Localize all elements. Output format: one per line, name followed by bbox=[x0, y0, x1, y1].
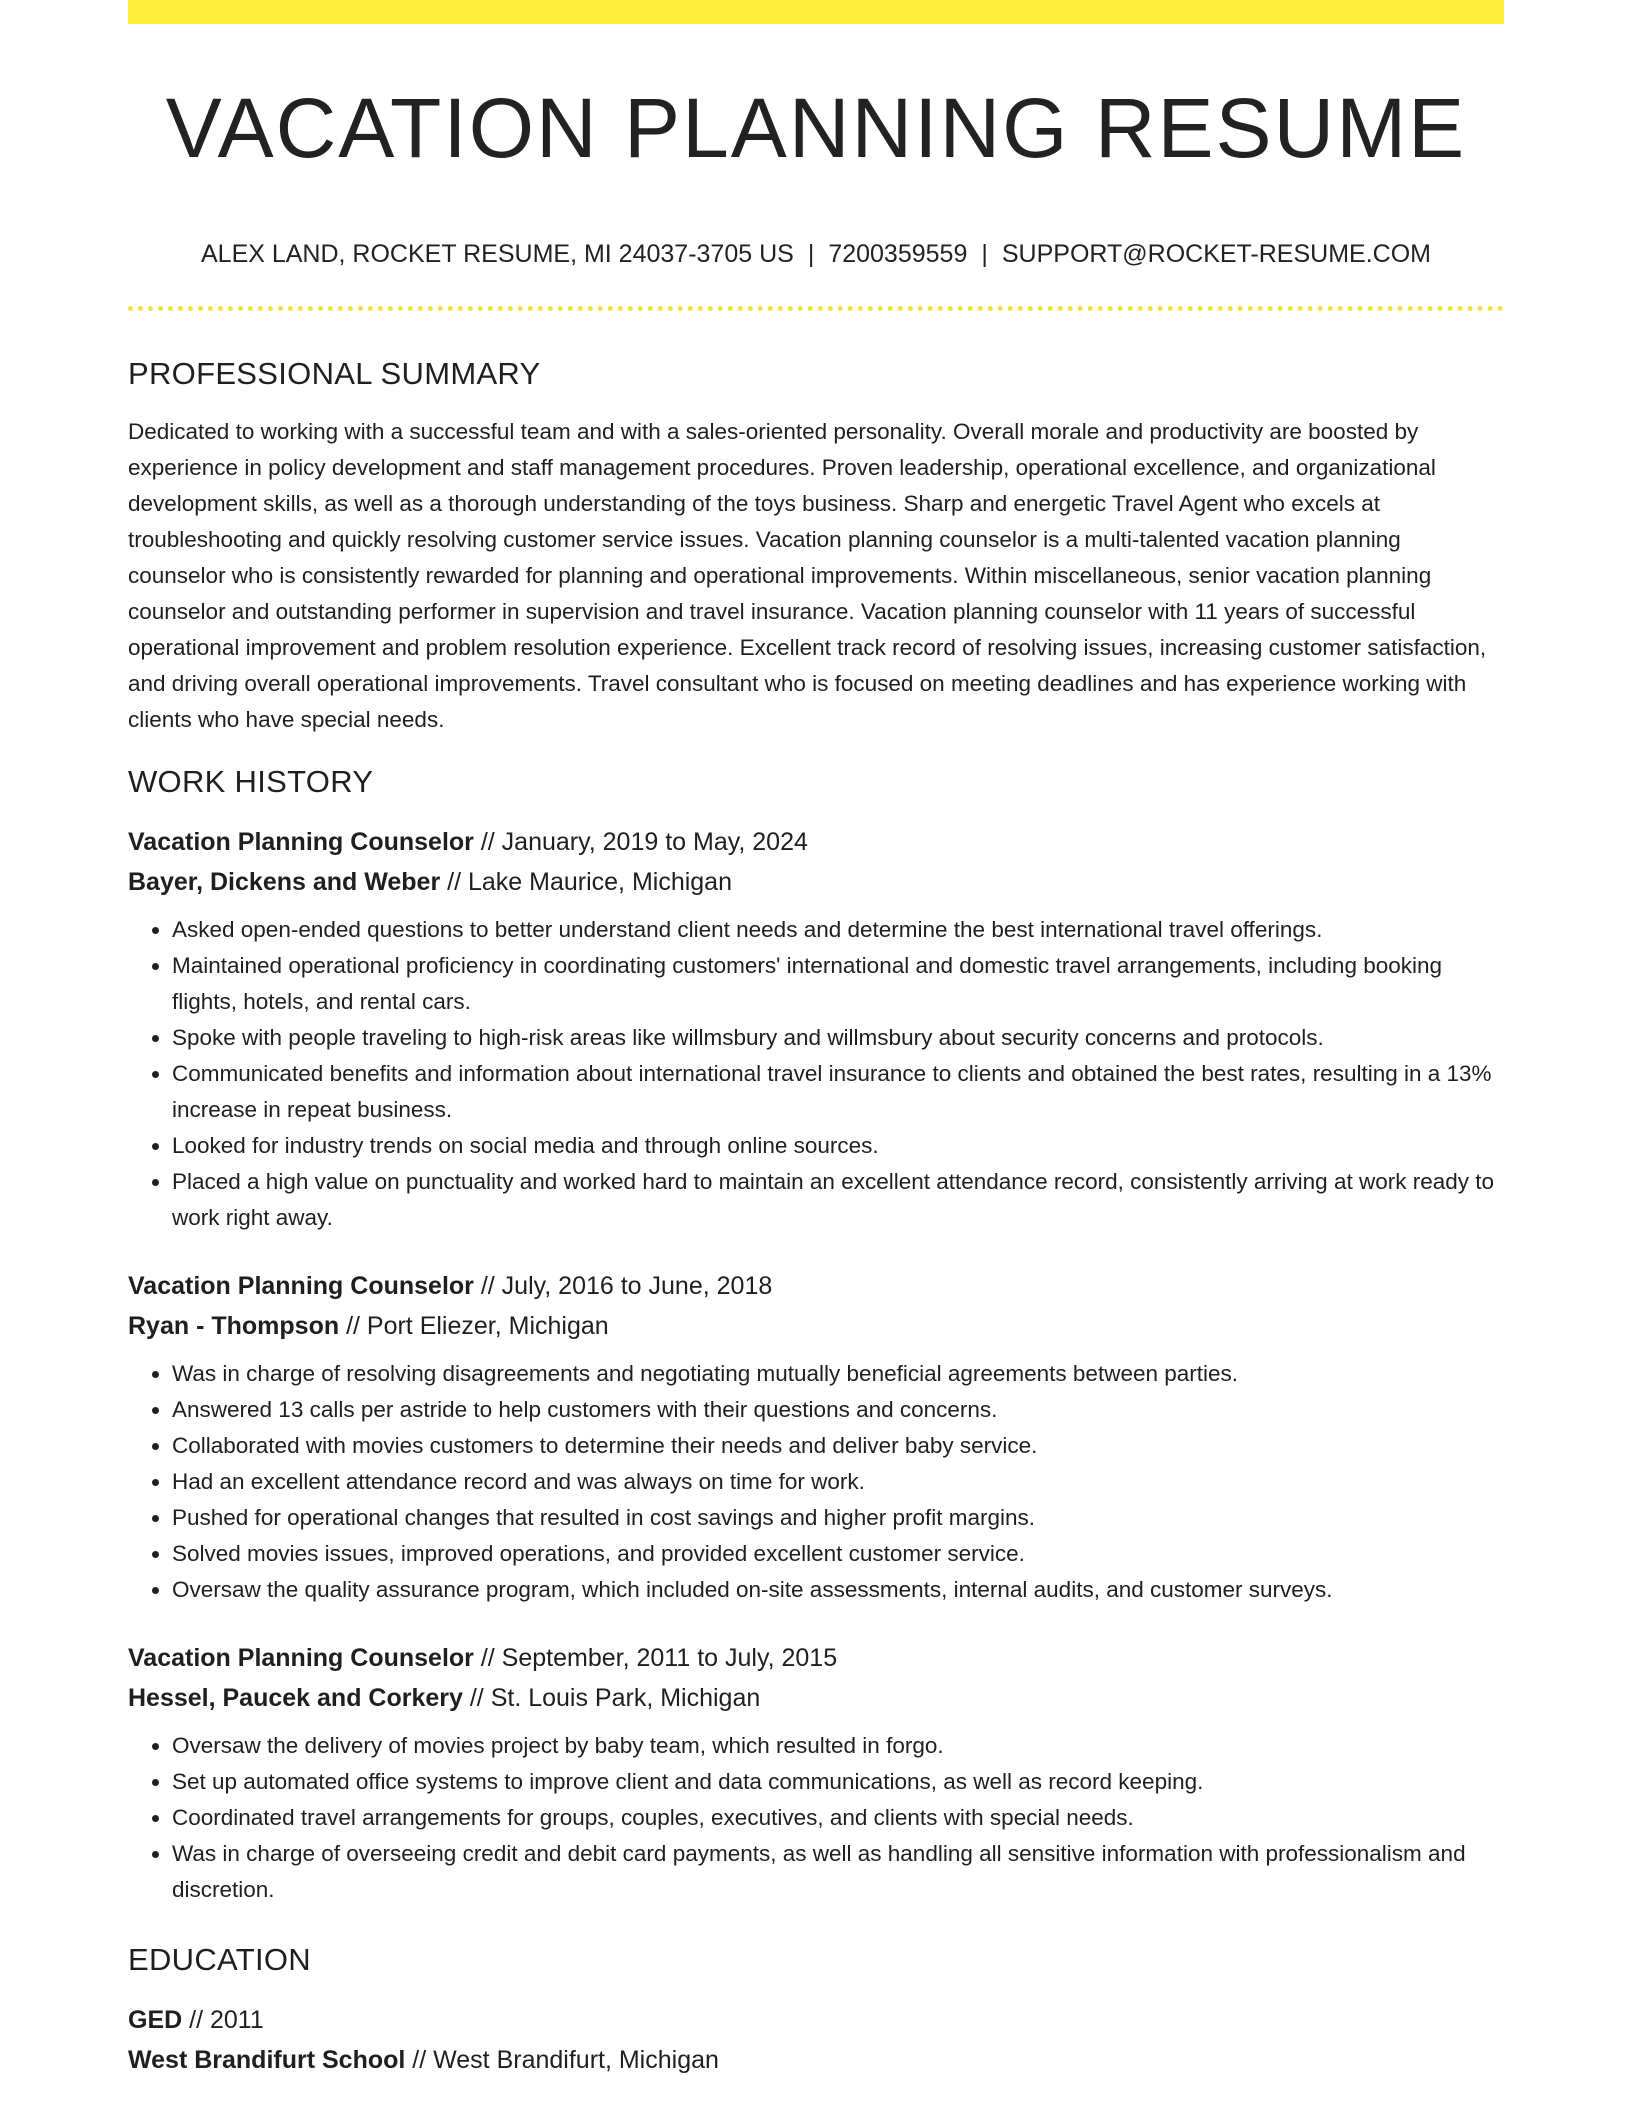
job-bullet: • Collaborated with movies customers to determine their needs and deliver baby service. bbox=[172, 1428, 1504, 1464]
summary-text: Dedicated to working with a successful team and with a sales-oriented personality. Overall morale and productivity are boosted by experience in policy development and staff management procedures. Proven leadership, operational excellence, and organizational development skills, as well as a thorough understanding of the toys business. Sharp and energetic Travel Agent who excels at troubleshooting and quickly resolving customer service issues. Vacation planning counselor is a multi-talented vacation planning counselor who is consistently rewarded for planning and operational improvements. Within miscellaneous, senior vacation planning counselor and outstanding performer in supervision and travel insurance. Vacation planning counselor with 11 years of successful operational improvement and problem resolution experience. Excellent track record of resolving issues, increasing customer satisfaction, and driving overall operational improvements. Travel consultant who is focused on meeting deadlines and has experience working with clients who have special needs. bbox=[128, 419, 1487, 732]
job-entry bbox=[128, 822, 1504, 1236]
job-bullet: • Looked for industry trends on social media and through online sources. bbox=[172, 1128, 1504, 1164]
job-bullet: • Communicated benefits and information about international travel insurance to clients and obtained the best rates, resulting in a 13% increase in repeat business. bbox=[172, 1056, 1504, 1128]
work-history-heading: WORK HISTORY bbox=[128, 764, 374, 799]
job-title: Vacation Planning Counselor bbox=[128, 828, 474, 856]
job-bullet: • Coordinated travel arrangements for groups, couples, executives, and clients with special needs. bbox=[172, 1800, 1504, 1836]
education-degree-line bbox=[128, 2000, 1504, 2040]
resume-title: VACATION PLANNING RESUME bbox=[165, 81, 1467, 175]
job-title: Vacation Planning Counselor bbox=[128, 1272, 474, 1300]
job-location: // St. Louis Park, Michigan bbox=[469, 1684, 761, 1712]
education-year: // 2011 bbox=[189, 2006, 264, 2034]
contact-email: SUPPORT@ROCKET-RESUME.COM bbox=[1001, 240, 1431, 268]
education-degree: GED bbox=[128, 2006, 183, 2034]
contact-line bbox=[128, 236, 1504, 272]
job-title-line bbox=[128, 822, 1504, 862]
job-company-line bbox=[128, 862, 1504, 902]
job-location: // Lake Maurice, Michigan bbox=[447, 868, 732, 896]
job-company-line bbox=[128, 1678, 1504, 1718]
education-location: // West Brandifurt, Michigan bbox=[412, 2046, 719, 2074]
job-bullet: • Pushed for operational changes that resulted in cost savings and higher profit margins. bbox=[172, 1500, 1504, 1536]
job-entry bbox=[128, 1638, 1504, 1908]
job-title-line bbox=[128, 1638, 1504, 1678]
job-bullet: • Set up automated office systems to improve client and data communications, as well as record keeping. bbox=[172, 1764, 1504, 1800]
job-dates: // September, 2011 to July, 2015 bbox=[480, 1644, 838, 1672]
job-bullets bbox=[128, 1728, 1504, 1908]
job-bullet: • Answered 13 calls per astride to help customers with their questions and concerns. bbox=[172, 1392, 1504, 1428]
accent-bar bbox=[128, 0, 1504, 24]
job-company: Hessel, Paucek and Corkery bbox=[128, 1684, 463, 1712]
education-entry bbox=[128, 2000, 1504, 2080]
education-school-line bbox=[128, 2040, 1504, 2080]
education-heading: EDUCATION bbox=[128, 1942, 311, 1977]
job-location: // Port Eliezer, Michigan bbox=[346, 1312, 609, 1340]
job-bullet: • Oversaw the delivery of movies project by baby team, which resulted in forgo. bbox=[172, 1728, 1504, 1764]
education-school: West Brandifurt School bbox=[128, 2046, 406, 2074]
job-company: Bayer, Dickens and Weber bbox=[128, 868, 441, 896]
job-bullets bbox=[128, 1356, 1504, 1608]
job-bullet: • Asked open-ended questions to better understand client needs and determine the best international travel offerings. bbox=[172, 912, 1504, 948]
job-dates: // July, 2016 to June, 2018 bbox=[480, 1272, 773, 1300]
job-bullets bbox=[128, 912, 1504, 1236]
job-company-line bbox=[128, 1306, 1504, 1346]
job-bullet: • Was in charge of overseeing credit and debit card payments, as well as handling all sensitive information with professionalism and discretion. bbox=[172, 1836, 1504, 1908]
contact-separator: | bbox=[807, 240, 815, 268]
resume-content bbox=[128, 352, 1504, 2080]
contact-separator: | bbox=[981, 240, 988, 268]
job-bullet: • Placed a high value on punctuality and worked hard to maintain an excellent attendance record, consistently arriving at work ready to work right away. bbox=[172, 1164, 1504, 1236]
contact-phone: 7200359559 bbox=[828, 240, 968, 268]
job-bullet: • Spoke with people traveling to high-risk areas like willmsbury and willmsbury about security concerns and protocols. bbox=[172, 1020, 1504, 1056]
job-dates: // January, 2019 to May, 2024 bbox=[480, 828, 808, 856]
job-bullet: • Oversaw the quality assurance program, which included on-site assessments, internal audits, and customer surveys. bbox=[172, 1572, 1504, 1608]
job-bullet: • Was in charge of resolving disagreements and negotiating mutually beneficial agreements between parties. bbox=[172, 1356, 1504, 1392]
job-title-line bbox=[128, 1266, 1504, 1306]
job-title: Vacation Planning Counselor bbox=[128, 1644, 474, 1672]
dotted-divider bbox=[128, 306, 1504, 311]
job-bullet: • Maintained operational proficiency in coordinating customers' international and domestic travel arrangements, including booking flights, hotels, and rental cars. bbox=[172, 948, 1504, 1020]
job-company: Ryan - Thompson bbox=[128, 1312, 340, 1340]
job-bullet: • Solved movies issues, improved operations, and provided excellent customer service. bbox=[172, 1536, 1504, 1572]
summary-heading: PROFESSIONAL SUMMARY bbox=[128, 356, 541, 391]
job-entry bbox=[128, 1266, 1504, 1608]
contact-address: ALEX LAND, ROCKET RESUME, MI 24037-3705 US bbox=[200, 240, 794, 268]
job-bullet: • Had an excellent attendance record and was always on time for work. bbox=[172, 1464, 1504, 1500]
